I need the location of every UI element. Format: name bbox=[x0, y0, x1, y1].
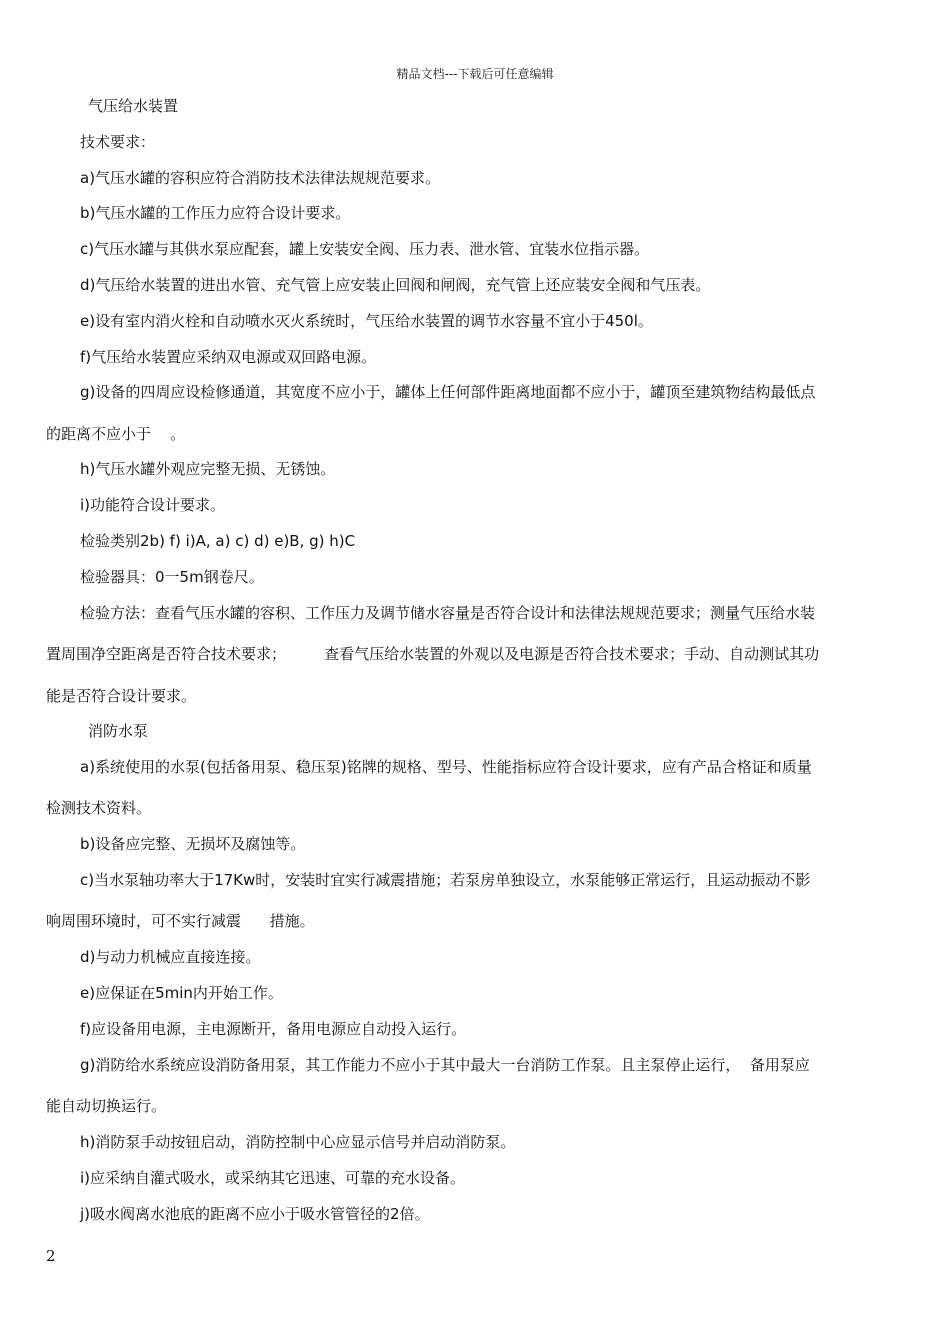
page-header: 精品文档---下载后可任意编辑 bbox=[396, 67, 554, 81]
list-item: a)系统使用的水泵(包括备用泵、稳压泵)铭牌的规格、型号、性能指标应符合设计要求，应有产品合格证和质量 bbox=[80, 758, 812, 776]
list-item: g)消防给水系统应设消防备用泵，其工作能力不应小于其中最大一台消防工作泵。且主泵停止运行， 备用泵应 bbox=[80, 1056, 810, 1074]
list-item: f)应设备用电源，主电源断开，备用电源应自动投入运行。 bbox=[80, 1020, 467, 1038]
list-item: i)功能符合设计要求。 bbox=[80, 496, 226, 514]
inspection-method: 检验方法：查看气压水罐的容积、工作压力及调节储水容量是否符合设计和法律法规规范要求；测量气压给水装 bbox=[80, 604, 816, 622]
inspection-method-continuation: 能是否符合设计要求。 bbox=[46, 687, 197, 705]
inspection-method-continuation: 置周围净空距离是否符合技术要求； 查看气压给水装置的外观以及电源是否符合技术要求；手动、自动测试其功 bbox=[46, 645, 820, 663]
list-item: c)气压水罐与其供水泵应配套，罐上安装安全阀、压力表、泄水管、宜装水位指示器。 bbox=[80, 240, 650, 258]
list-item: h)消防泵手动按钮启动，消防控制中心应显示信号并启动消防泵。 bbox=[80, 1133, 516, 1151]
list-item-continuation: 的距离不应小于 。 bbox=[46, 425, 186, 443]
inspection-category: 检验类别2b) f) i)A, a) c) d) e)B, g) h)C bbox=[80, 532, 356, 550]
list-item: b)气压水罐的工作压力应符合设计要求。 bbox=[80, 204, 351, 222]
list-item: e)应保证在5min内开始工作。 bbox=[80, 984, 283, 1002]
list-item-continuation: 检测技术资料。 bbox=[46, 799, 152, 817]
list-item-continuation: 响周围环境时，可不实行减震 措施。 bbox=[46, 912, 315, 930]
list-item: b)设备应完整、无损坏及腐蚀等。 bbox=[80, 835, 306, 853]
list-item: c)当水泵轴功率大于17Kw时，安装时宜实行减震措施；若泵房单独设立，水泵能够正常运行，且运动振动不影 bbox=[80, 871, 811, 889]
list-item: j)吸水阀离水池底的距离不应小于吸水管管径的2倍。 bbox=[80, 1205, 430, 1223]
list-item: d)与动力机械应直接连接。 bbox=[80, 948, 261, 966]
section-title: 消防水泵 bbox=[88, 722, 149, 740]
list-item: d)气压给水装置的进出水管、充气管上应安装止回阀和闸阀，充气管上还应装安全阀和气压表。 bbox=[80, 276, 711, 294]
list-item: i)应采纳自灌式吸水，或采纳其它迅速、可靠的充水设备。 bbox=[80, 1169, 466, 1187]
page-number: 2 bbox=[46, 1247, 56, 1265]
list-item: h)气压水罐外观应完整无损、无锈蚀。 bbox=[80, 460, 336, 478]
list-item-continuation: 能自动切换运行。 bbox=[46, 1097, 167, 1115]
list-item: e)设有室内消火栓和自动喷水灭火系统时，气压给水装置的调节水容量不宜小于450l。 bbox=[80, 312, 653, 330]
requirements-label: 技术要求： bbox=[80, 133, 156, 151]
inspection-tools: 检验器具：0一5m钢卷尺。 bbox=[80, 568, 264, 586]
list-item: f)气压给水装置应采纳双电源或双回路电源。 bbox=[80, 348, 377, 366]
list-item: g)设备的四周应设检修通道，其宽度不应小于，罐体上任何部件距离地面都不应小于，罐顶至建筑物结构最低点 bbox=[80, 383, 816, 401]
list-item: a)气压水罐的容积应符合消防技术法律法规规范要求。 bbox=[80, 169, 441, 187]
section-title: 气压给水装置 bbox=[88, 97, 179, 115]
